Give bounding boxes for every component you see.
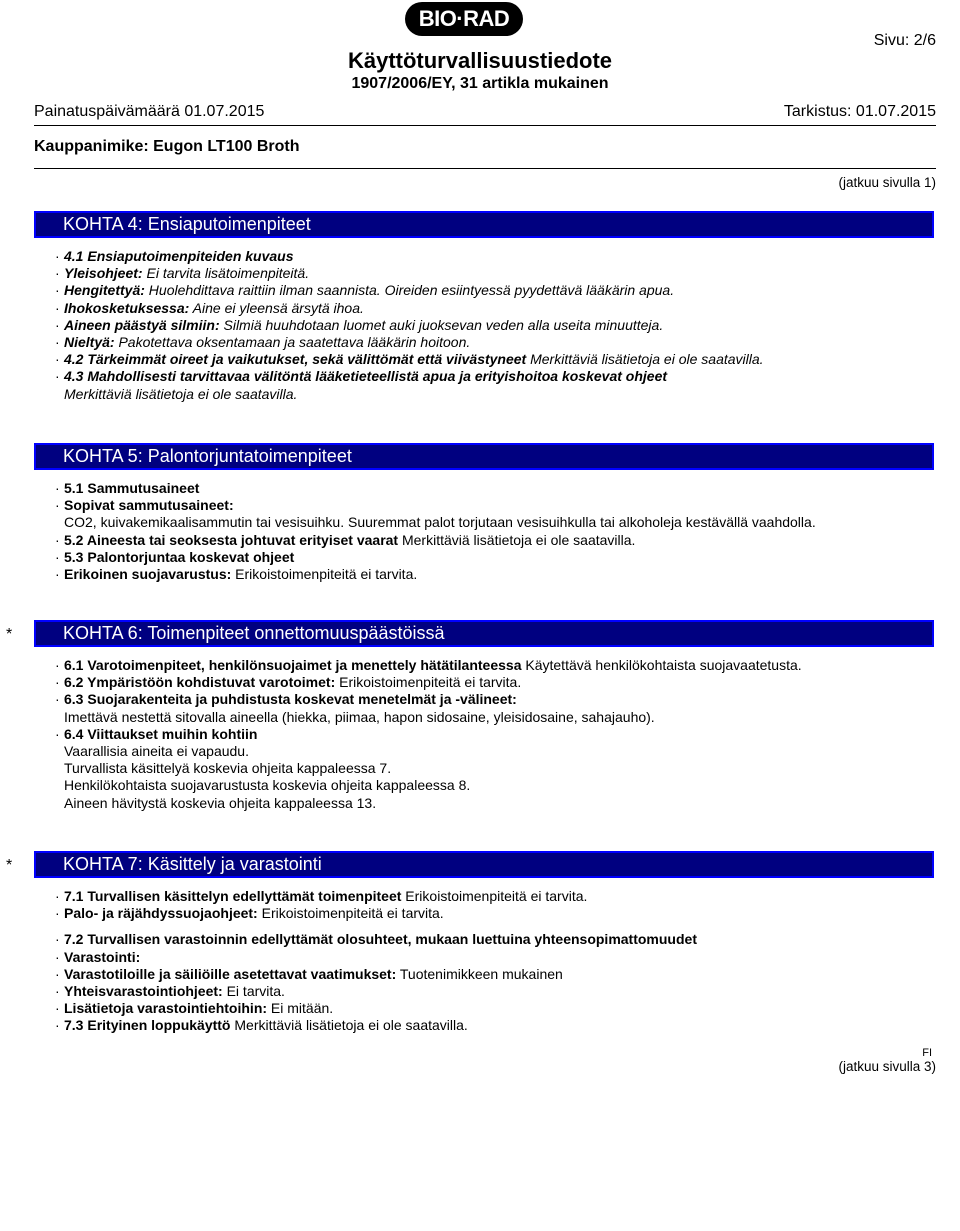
- list-item: [0, 368, 960, 385]
- list-item: [0, 282, 960, 299]
- page-number: Sivu: 2/6: [873, 32, 936, 49]
- bullet-dot: ·: [55, 725, 60, 742]
- bullet-dot: ·: [55, 948, 60, 965]
- bullet-dot: ·: [55, 480, 60, 496]
- item-text: Erikoistoimenpiteitä ei tarvita.: [335, 674, 522, 691]
- section-header-bar: [34, 211, 934, 238]
- item-label: Lisätietoja varastointiehtoihin:: [64, 1000, 268, 1017]
- bullet-dot: ·: [55, 316, 60, 333]
- list-item: [0, 514, 960, 531]
- bullet-dot: ·: [55, 282, 60, 299]
- bullet-dot: ·: [55, 248, 60, 264]
- item-label: Ihokosketuksessa:: [64, 299, 190, 316]
- item-text: CO2, kuivakemikaalisammutin tai vesisuihku. Suuremmat palot torjutaan vesisuihkulla tai alkoholeja kestävällä vaahdolla.: [64, 514, 816, 531]
- bullet-dot: ·: [55, 333, 60, 350]
- item-text: Huolehdittava raittiin ilman saannista. Oireiden esiintyessä pyydettävä lääkärin apua.: [144, 282, 675, 299]
- list-item: [0, 743, 960, 760]
- item-label: 4.2 Tärkeimmät oireet ja vaikutukset, sekä välittömät että viivästyneet: [64, 351, 527, 368]
- item-label: 5.2 Aineesta tai seoksesta johtuvat erityiset vaarat: [64, 531, 399, 548]
- list-item: [0, 709, 960, 726]
- language-code: FI: [922, 1047, 932, 1059]
- item-text: Merkittäviä lisätietoja ei ole saatavilla.: [64, 385, 298, 402]
- bullet-dot: ·: [55, 368, 60, 385]
- list-item: [0, 983, 960, 1000]
- section-header-bar: [34, 443, 934, 470]
- product-name: Kauppanimike: Eugon LT100 Broth: [34, 138, 300, 155]
- item-text: Merkittäviä lisätietoja ei ole saatavilla.: [230, 1017, 468, 1034]
- revision-marker: *: [6, 857, 13, 874]
- item-text: Aineen hävitystä koskevia ohjeita kappaleessa 13.: [64, 794, 377, 811]
- section-4: [0, 211, 960, 403]
- section-title: KOHTA 4: Ensiaputoimenpiteet: [63, 214, 311, 234]
- list-item: [0, 300, 960, 317]
- list-item: [0, 566, 960, 583]
- item-text: Erikoistoimenpiteitä ei tarvita.: [257, 905, 444, 922]
- list-item: [0, 265, 960, 282]
- bullet-dot: ·: [55, 299, 60, 316]
- item-text: Käytettävä henkilökohtaista suojavaatetusta.: [521, 657, 802, 673]
- item-label: 7.1 Turvallisen käsittelyn edellyttämät toimenpiteet: [64, 888, 402, 904]
- print-date: Painatuspäivämäärä 01.07.2015: [34, 103, 265, 120]
- list-item: [0, 480, 960, 497]
- item-label: 6.2 Ympäristöön kohdistuvat varotoimet:: [64, 674, 336, 691]
- section-header-bar: [34, 851, 934, 878]
- list-item: [0, 691, 960, 708]
- list-item: [0, 726, 960, 743]
- item-text: Ei mitään.: [267, 1000, 334, 1017]
- section-body: [0, 657, 960, 812]
- item-label: Sopivat sammutusaineet:: [64, 497, 234, 514]
- list-item: [0, 1000, 960, 1017]
- list-item: [0, 351, 960, 368]
- continued-from: (jatkuu sivulla 1): [838, 175, 936, 190]
- item-label: 4.3 Mahdollisesti tarvittavaa välitöntä lääketieteellistä apua ja erityishoitoa koskevat ohjeet: [64, 368, 668, 385]
- document-title: Käyttöturvallisuustiedote: [347, 48, 613, 73]
- list-item: [0, 760, 960, 777]
- list-item: [0, 334, 960, 351]
- bullet-dot: ·: [55, 982, 60, 999]
- bullet-dot: ·: [55, 657, 60, 673]
- section-title: KOHTA 6: Toimenpiteet onnettomuuspäästöissä: [63, 623, 445, 643]
- list-item: [0, 386, 960, 403]
- list-item: [0, 657, 960, 674]
- product-divider: [34, 168, 936, 169]
- section-body: [0, 888, 960, 1035]
- list-item: [0, 888, 960, 905]
- item-label: Erikoinen suojavarustus:: [64, 565, 232, 582]
- item-text: Merkittäviä lisätietoja ei ole saatavilla.: [526, 351, 764, 368]
- bullet-dot: ·: [55, 965, 60, 982]
- bullet-dot: ·: [55, 888, 60, 904]
- section-title: KOHTA 7: Käsittely ja varastointi: [63, 854, 322, 874]
- item-text: Pakotettava oksentamaan ja saatettava lääkärin hoitoon.: [114, 333, 471, 350]
- item-text: Ei tarvita lisätoimenpiteitä.: [142, 265, 310, 282]
- item-label: Nieltyä:: [64, 333, 115, 350]
- bullet-dot: ·: [55, 1017, 60, 1034]
- list-item: [0, 497, 960, 514]
- item-text: Ei tarvita.: [222, 982, 285, 999]
- revision-marker: *: [6, 626, 13, 643]
- bullet-dot: ·: [55, 1000, 60, 1017]
- bullet-dot: ·: [55, 931, 60, 948]
- item-text: Aine ei yleensä ärsytä ihoa.: [189, 299, 364, 316]
- list-item: [0, 532, 960, 549]
- list-item: [0, 1017, 960, 1034]
- item-text: Erikoistoimenpiteitä ei tarvita.: [231, 565, 418, 582]
- item-label: Aineen päästyä silmiin:: [64, 316, 220, 333]
- section-body: [0, 480, 960, 583]
- item-label: 6.3 Suojarakenteita ja puhdistusta koskevat menetelmät ja -välineet:: [64, 691, 517, 708]
- item-label: 6.4 Viittaukset muihin kohtiin: [64, 725, 258, 742]
- list-item: [0, 795, 960, 812]
- bullet-dot: ·: [55, 674, 60, 691]
- list-item: [0, 674, 960, 691]
- item-text: Vaarallisia aineita ei vapaudu.: [64, 742, 249, 759]
- document-subtitle: 1907/2006/EY, 31 artikla mukainen: [351, 75, 609, 92]
- item-text: Tuotenimikkeen mukainen: [396, 965, 563, 982]
- item-label: Palo- ja räjähdyssuojaohjeet:: [64, 905, 258, 922]
- item-label: Yleisohjeet:: [64, 265, 143, 282]
- item-text: Henkilökohtaista suojavarustusta koskevia ohjeita kappaleessa 8.: [64, 777, 471, 794]
- section-7: [0, 851, 960, 1035]
- list-item: [0, 317, 960, 334]
- bullet-dot: ·: [55, 548, 60, 565]
- list-item: [0, 777, 960, 794]
- list-item: [0, 949, 960, 966]
- item-text: Silmiä huuhdotaan luomet auki juoksevan veden alla useita minuutteja.: [219, 316, 664, 333]
- section-title: KOHTA 5: Palontorjuntatoimenpiteet: [63, 446, 352, 466]
- bullet-dot: ·: [55, 265, 60, 282]
- item-label: 6.1 Varotoimenpiteet, henkilönsuojaimet ja menettely hätätilanteessa: [64, 657, 522, 673]
- item-text: Erikoistoimenpiteitä ei tarvita.: [401, 888, 588, 904]
- list-item: [0, 248, 960, 265]
- section-body: [0, 248, 960, 403]
- bio-rad-logo: BIO·RAD: [405, 2, 523, 36]
- list-item: [0, 549, 960, 566]
- section-header-bar: [34, 620, 934, 647]
- bullet-dot: ·: [55, 531, 60, 548]
- bullet-dot: ·: [55, 497, 60, 514]
- section-6: [0, 620, 960, 812]
- review-date: Tarkistus: 01.07.2015: [783, 103, 936, 120]
- continued-on: (jatkuu sivulla 3): [838, 1059, 936, 1074]
- item-label: 5.3 Palontorjuntaa koskevat ohjeet: [64, 548, 295, 565]
- list-item: [0, 931, 960, 948]
- list-item: [0, 966, 960, 983]
- section-5: [0, 443, 960, 583]
- item-label: Varastotiloille ja säiliöille asetettavat vaatimukset:: [64, 965, 397, 982]
- list-item: [0, 905, 960, 922]
- item-label: 7.3 Erityinen loppukäyttö: [64, 1017, 231, 1034]
- bullet-dot: ·: [55, 905, 60, 922]
- item-text: Imettävä nestettä sitovalla aineella (hiekka, piimaa, hapon sidosaine, yleisidosaine, sahajauho).: [64, 708, 655, 725]
- item-label: 7.2 Turvallisen varastoinnin edellyttämät olosuhteet, mukaan luettuina yhteensopimattomuudet: [64, 931, 697, 948]
- item-label: 4.1 Ensiaputoimenpiteiden kuvaus: [64, 248, 294, 264]
- item-label: Hengitettyä:: [64, 282, 145, 299]
- bullet-dot: ·: [55, 691, 60, 708]
- item-label: Varastointi:: [64, 948, 141, 965]
- item-text: Merkittäviä lisätietoja ei ole saatavilla.: [398, 531, 636, 548]
- item-label: 5.1 Sammutusaineet: [64, 480, 200, 496]
- header-divider: [34, 125, 936, 126]
- item-text: Turvallista käsittelyä koskevia ohjeita kappaleessa 7.: [64, 760, 392, 777]
- item-label: Yhteisvarastointiohjeet:: [64, 982, 223, 999]
- bullet-dot: ·: [55, 565, 60, 582]
- bullet-dot: ·: [55, 351, 60, 368]
